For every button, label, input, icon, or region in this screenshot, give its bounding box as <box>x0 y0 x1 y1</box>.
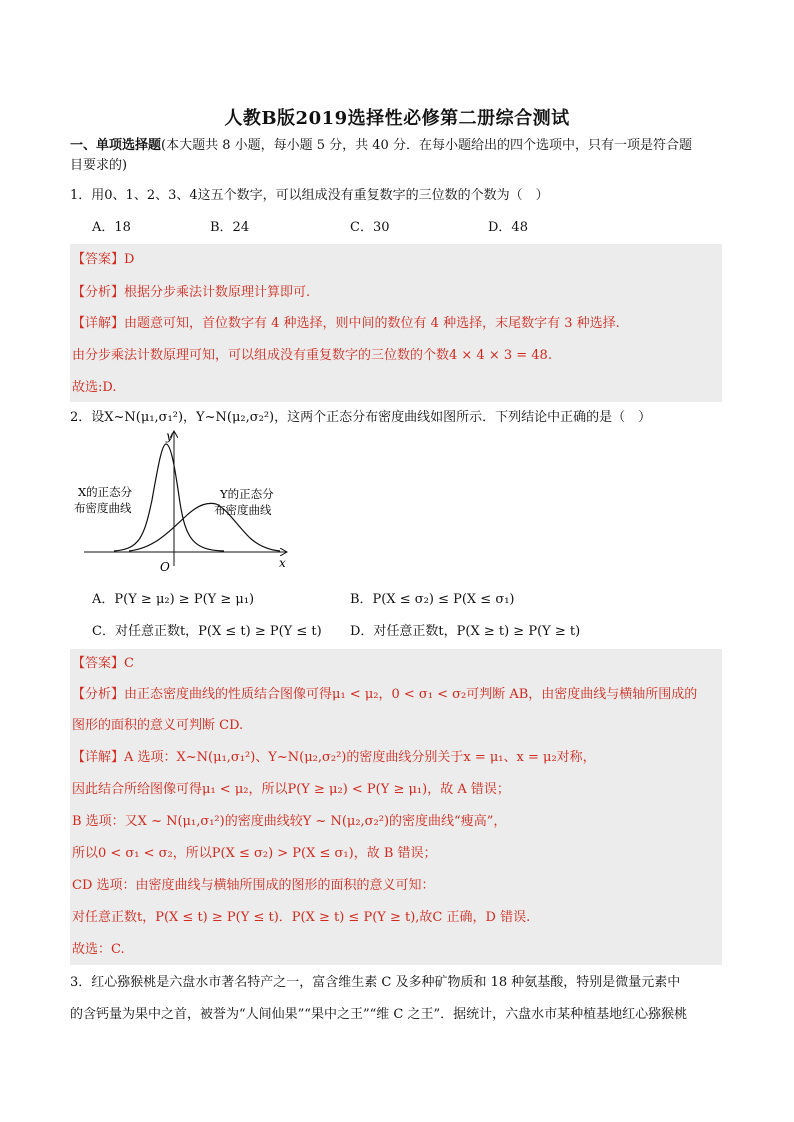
section-description: (本大题共 8 小题，每小题 5 分，共 40 分．在每小题给出的四个选项中，只有一项是符合题 <box>161 138 692 153</box>
x-axis-label: x <box>279 556 286 570</box>
q2-detail-4: 所以0 < σ₁ < σ₂，所以P(X ≤ σ₂) > P(X ≤ σ₁)，故 B 错误； <box>72 846 437 861</box>
q3-line-2: 的含钙量为果中之首，被誉为“人间仙果”“果中之王”“维 C 之王”．据统计，六盘水市某种植基地红心猕猴桃 <box>70 1007 688 1022</box>
q2-conclusion: 故选：C. <box>72 942 125 957</box>
q1-option-d: D．48 <box>488 220 528 235</box>
y-curve-label-line2: 布密度曲线 <box>214 503 272 517</box>
section-intro <box>70 137 692 155</box>
origin-label: O <box>160 560 170 574</box>
q2-option-c: C．对任意正数t，P(X ≤ t) ≥ P(Y ≤ t) <box>92 624 322 639</box>
section-heading: 一、单项选择题 <box>70 138 162 153</box>
q2-answer: 【答案】C <box>72 656 134 671</box>
q2-analysis-2: 图形的面积的意义可判断 CD. <box>72 718 244 733</box>
q1-stem: 1．用0、1、2、3、4这五个数字，可以组成没有重复数字的三位数的个数为（ ） <box>70 188 549 203</box>
q2-option-a: A．P(Y ≥ μ₂) ≥ P(Y ≥ μ₁) <box>92 592 255 607</box>
q2-detail-6: 对任意正数t，P(X ≤ t) ≥ P(Y ≤ t)．P(X ≥ t) ≤ P(Y ≥ t),故C 正确，D 错误. <box>72 910 531 925</box>
q2-option-d: D．对任意正数t，P(X ≥ t) ≥ P(Y ≥ t) <box>350 624 581 639</box>
normal-distribution-figure <box>74 428 294 578</box>
q2-detail-1: 【详解】A 选项：X~N(μ₁,σ₁²)、Y~N(μ₂,σ₂²)的密度曲线分别关于x = μ₁、x = μ₂对称， <box>72 750 596 765</box>
q1-conclusion: 故选:D. <box>72 380 117 395</box>
q1-option-c: C．30 <box>350 220 390 235</box>
q2-analysis-1: 【分析】由正态密度曲线的性质结合图像可得μ₁ < μ₂，0 < σ₁ < σ₂可判断 AB，由密度曲线与横轴所围成的 <box>72 687 698 702</box>
q1-detail-2: 由分步乘法计数原理可知，可以组成没有重复数字的三位数的个数4 × 4 × 3 = 48. <box>72 348 552 363</box>
q1-detail-1: 【详解】由题意可知，首位数字有 4 种选择，则中间的数位有 4 种选择，末尾数字有 3 种选择. <box>72 316 620 331</box>
q2-detail-5: CD 选项：由密度曲线与横轴所围成的图形的面积的意义可知： <box>72 878 435 893</box>
q2-option-b: B．P(X ≤ σ₂) ≤ P(X ≤ σ₁) <box>350 592 515 607</box>
q1-answer: 【答案】D <box>72 252 135 267</box>
q2-detail-2: 因此结合所给图像可得μ₁ < μ₂，所以P(Y ≥ μ₂) < P(Y ≥ μ₁)，故 A 错误； <box>72 782 510 797</box>
section-description-cont: 目要求的) <box>70 158 128 173</box>
y-curve-label-line1: Y的正态分 <box>220 487 274 501</box>
q3-line-1: 3．红心猕猴桃是六盘水市著名特产之一，富含维生素 C 及多种矿物质和 18 种氨基酸，特别是微量元素中 <box>70 975 681 990</box>
q2-stem: 2．设X~N(μ₁,σ₁²)，Y~N(μ₂,σ₂²)，这两个正态分布密度曲线如图所示．下列结论中正确的是（ ） <box>70 410 652 425</box>
q2-detail-3: B 选项：又X ~ N(μ₁,σ₁²)的密度曲线较Y ~ N(μ₂,σ₂²)的密度曲线“瘦高”， <box>72 814 507 829</box>
q1-analysis: 【分析】根据分步乘法计数原理计算即可. <box>72 285 311 300</box>
x-curve-label-line2: 布密度曲线 <box>74 501 132 515</box>
y-axis-label: y <box>166 429 173 443</box>
q1-option-a: A．18 <box>92 220 131 235</box>
page-title: 人教B版2019选择性必修第二册综合测试 <box>224 108 570 129</box>
x-curve-label-line1: X的正态分 <box>78 485 133 499</box>
q1-option-b: B．24 <box>210 220 250 235</box>
